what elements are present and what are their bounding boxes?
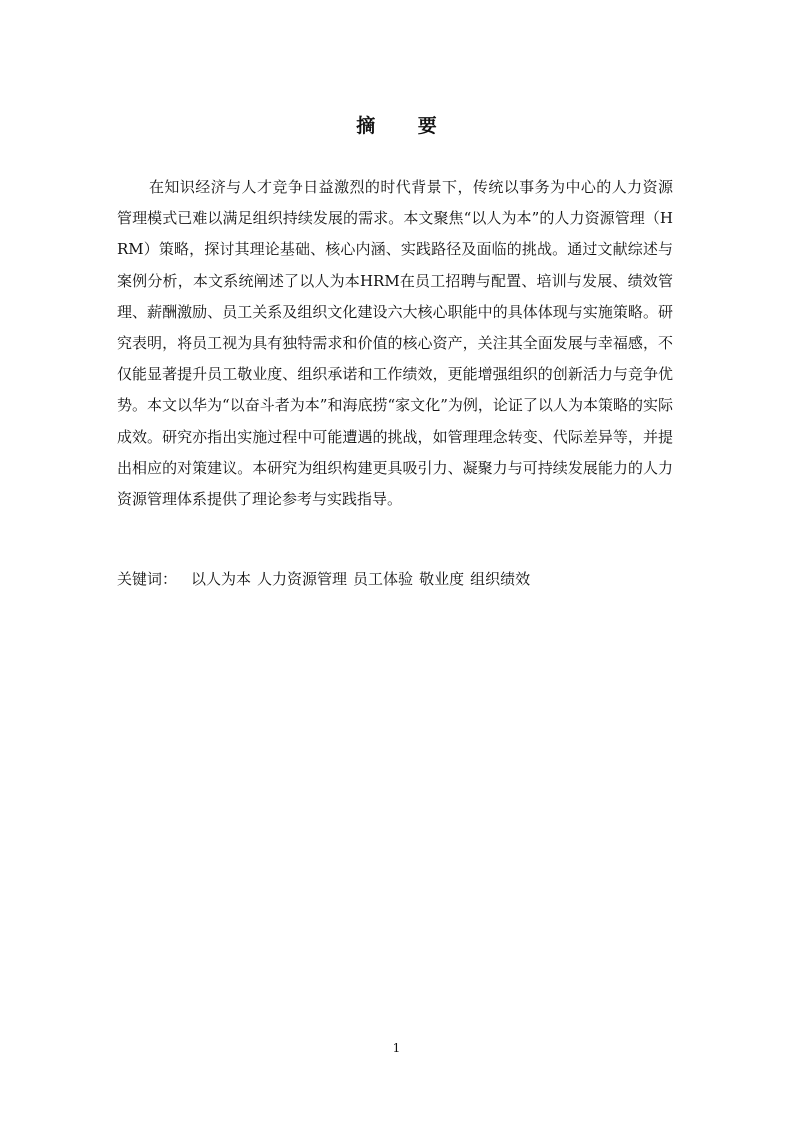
keyword-item: 人力资源管理 — [257, 570, 348, 588]
keyword-item: 以人为本 — [191, 570, 252, 588]
keywords-label: 关键词： — [117, 570, 178, 588]
abstract-body: 在知识经济与人才竞争日益激烈的时代背景下，传统以事务为中心的人力资源管理模式已难以满足组织持续发展的需求。本文聚焦“以人为本”的人力资源管理（HRM）策略，探讨其理论基础、核心内涵、实践路径及面临的挑战。通过文献综述与案例分析，本文系统阐述了以人为本HRM在员工招聘与配置、培训与发展、绩效管理、薪酬激励、员工关系及组织文化建设六大核心职能中的具体体现与实施策略。研究表明，将员工视为具有独特需求和价值的核心资产，关注其全面发展与幸福感，不仅能显著提升员工敬业度、组织承诺和工作绩效，更能增强组织的创新活力与竞争优势。本文以华为“以奋斗者为本”和海底捞“家文化”为例，论证了以人为本策略的实际成效。研究亦指出实施过程中可能遭遇的挑战，如管理理念转变、代际差异等，并提出相应的对策建议。本研究为组织构建更具吸引力、凝聚力与可持续发展能力的人力资源管理体系提供了理论参考与实践指导。 — [117, 178, 673, 509]
keyword-item: 敬业度 — [419, 570, 465, 588]
page-number: 1 — [392, 1041, 401, 1055]
keyword-item: 组织绩效 — [470, 570, 531, 588]
keyword-item: 员工体验 — [353, 570, 414, 588]
keywords-line — [117, 565, 673, 593]
abstract-title: 摘 要 — [356, 115, 455, 137]
